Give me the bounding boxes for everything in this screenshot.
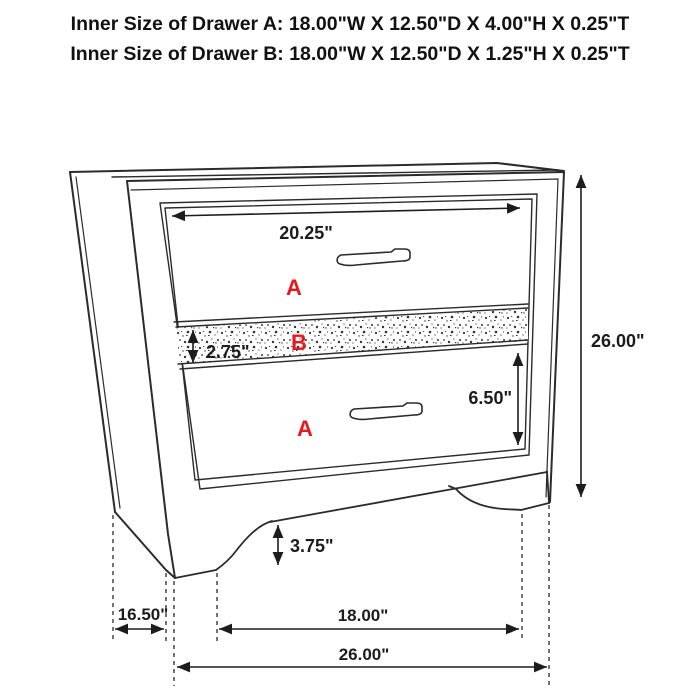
dim-side-depth-label: 16.50" <box>117 605 169 624</box>
drawer-a-top-label: A <box>286 275 302 300</box>
dim-between-feet-label: 18.00" <box>337 606 389 625</box>
drawer-b-label: B <box>291 330 307 355</box>
base-rail-bottom-edge <box>270 472 547 522</box>
left-bracket-foot <box>175 521 272 578</box>
right-foot-corner-edge <box>547 471 549 503</box>
dimension-annotations <box>115 175 645 667</box>
dim-inner-top-width <box>172 208 520 243</box>
right-bracket-foot <box>449 486 549 510</box>
dim-side-depth <box>115 605 168 629</box>
drawer-a-spec-line: Inner Size of Drawer A: 18.00"W X 12.50"D X 4.00"H X 0.25"T <box>70 13 630 35</box>
side-panel-left-edge <box>70 172 115 512</box>
dim-foot-height <box>278 525 334 565</box>
dim-drawer-a-bottom-height <box>468 353 518 445</box>
dim-inner-top-width-label: 20.25" <box>279 223 333 243</box>
drawer-b-spec-line: Inner Size of Drawer B: 18.00"W X 12.50"D X 1.25"H X 0.25"T <box>70 43 630 65</box>
dim-overall-height-label: 26.00" <box>591 331 645 351</box>
drawer-a-top-handle <box>337 249 410 265</box>
side-panel-inner-line <box>76 177 120 508</box>
front-left-edge <box>127 181 175 578</box>
drawer-a-bottom-label: A <box>297 416 313 441</box>
dim-drawer-b-height-label: 2.75" <box>206 342 250 362</box>
dim-overall-height <box>581 175 645 497</box>
drawer-letter-labels <box>286 275 313 441</box>
extension-lines <box>113 505 549 686</box>
dim-between-feet <box>219 606 519 629</box>
dim-overall-width <box>177 645 547 667</box>
drawer-a-bottom-handle <box>350 403 422 419</box>
dim-drawer-a-bottom-height-label: 6.50" <box>468 388 512 408</box>
dim-overall-width-label: 26.00" <box>338 645 390 664</box>
dim-foot-height-label: 3.75" <box>290 536 334 556</box>
